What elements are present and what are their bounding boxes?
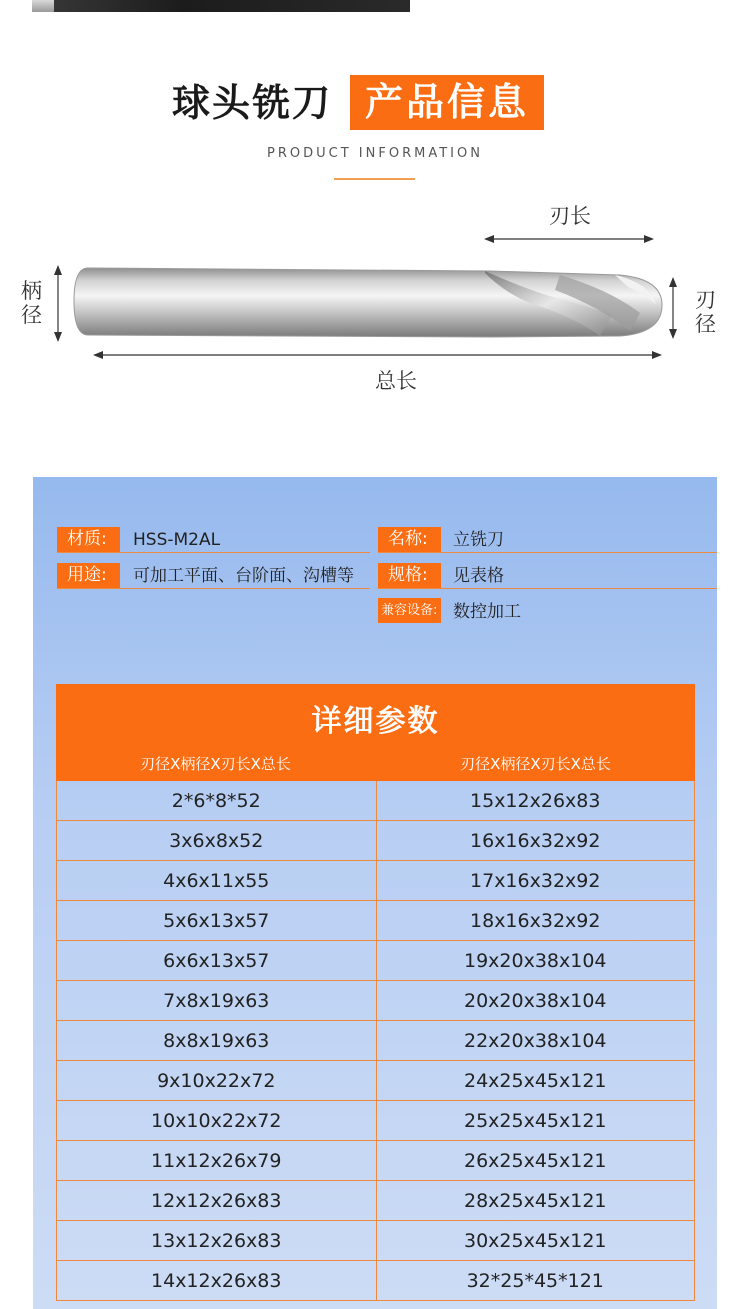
- table-cell-left: 6x6x13x57: [56, 941, 376, 981]
- table-cell-right: 17x16x32x92: [376, 861, 696, 901]
- table-cell-right: 26x25x45x121: [376, 1141, 696, 1181]
- table-row: [56, 1101, 695, 1141]
- title-highlight-text: 产品信息: [364, 80, 529, 124]
- table-cell-right: 25x25x45x121: [376, 1101, 696, 1141]
- table-cell-left: 11x12x26x79: [56, 1141, 376, 1181]
- table-cell-left: 8x8x19x63: [56, 1021, 376, 1061]
- compat-tag: 兼容设备:: [378, 598, 441, 623]
- table-row: [56, 781, 695, 821]
- table-row: [56, 1141, 695, 1181]
- subtitle-divider: [334, 178, 415, 180]
- table-cell-left: 5x6x13x57: [56, 901, 376, 941]
- use-value: 可加工平面、台阶面、沟槽等: [133, 566, 354, 586]
- title-highlight-box: [350, 75, 544, 130]
- spec-value: 见表格: [453, 566, 504, 586]
- table-row: [56, 1021, 695, 1061]
- material-underline: [57, 552, 370, 553]
- title-product-name: 球头铣刀: [172, 81, 333, 125]
- table-cell-left: 12x12x26x83: [56, 1181, 376, 1221]
- section-title: [0, 75, 750, 131]
- name-underline: [378, 552, 717, 553]
- table-cell-right: 22x20x38x104: [376, 1021, 696, 1061]
- table-cell-right: 28x25x45x121: [376, 1181, 696, 1221]
- table-header: [56, 684, 695, 781]
- name-value: 立铣刀: [453, 530, 504, 550]
- blade-length-arrow: [484, 235, 654, 243]
- compat-value: 数控加工: [453, 602, 521, 622]
- table-cell-left: 7x8x19x63: [56, 981, 376, 1021]
- table-row: [56, 1261, 695, 1301]
- table-cell-left: 14x12x26x83: [56, 1261, 376, 1301]
- table-cell-left: 13x12x26x83: [56, 1221, 376, 1261]
- table-row: [56, 1181, 695, 1221]
- column-header-right: 刃径X柄径X刃长X总长: [460, 755, 611, 773]
- spec-underline: [378, 588, 717, 589]
- top-product-image-fragment: [32, 0, 410, 12]
- table-cell-left: 3x6x8x52: [56, 821, 376, 861]
- column-header-left: 刃径X柄径X刃长X总长: [140, 755, 291, 773]
- table-cell-left: 2*6*8*52: [56, 781, 376, 821]
- table-cell-right: 15x12x26x83: [376, 781, 696, 821]
- table-row: [56, 981, 695, 1021]
- table-cell-right: 19x20x38x104: [376, 941, 696, 981]
- use-tag: 用途:: [57, 563, 120, 588]
- name-tag: 名称:: [378, 527, 441, 552]
- table-cell-right: 20x20x38x104: [376, 981, 696, 1021]
- table-cell-left: 9x10x22x72: [56, 1061, 376, 1101]
- table-cell-right: 30x25x45x121: [376, 1221, 696, 1261]
- material-tag: 材质:: [57, 527, 120, 552]
- table-cell-right: 24x25x45x121: [376, 1061, 696, 1101]
- table-row: [56, 941, 695, 981]
- table-row: [56, 1221, 695, 1261]
- spec-table: [56, 684, 695, 1301]
- table-row: [56, 861, 695, 901]
- label-total-length: 总长: [375, 369, 417, 393]
- table-cell-right: 16x16x32x92: [376, 821, 696, 861]
- shank-diameter-arrow: [54, 265, 62, 342]
- table-cell-right: 18x16x32x92: [376, 901, 696, 941]
- table-row: [56, 1061, 695, 1101]
- table-title: 详细参数: [311, 704, 440, 739]
- table-body: [56, 781, 695, 1301]
- blade-diameter-arrow: [669, 277, 677, 339]
- label-shank-diameter: 柄 径: [21, 279, 42, 327]
- label-blade-diameter: 刃 径: [695, 288, 716, 336]
- table-cell-left: 10x10x22x72: [56, 1101, 376, 1141]
- total-length-arrow: [93, 351, 662, 359]
- label-blade-length: 刃长: [549, 204, 591, 228]
- table-cell-right: 32*25*45*121: [376, 1261, 696, 1301]
- table-row: [56, 821, 695, 861]
- table-row: [56, 901, 695, 941]
- end-mill-body: [74, 268, 662, 337]
- spec-tag: 规格:: [378, 563, 441, 588]
- section-subtitle: PRODUCT INFORMATION: [267, 146, 483, 161]
- tool-dimension-diagram: [0, 195, 750, 405]
- material-value: HSS-M2AL: [133, 530, 221, 550]
- use-underline: [57, 588, 370, 589]
- table-cell-left: 4x6x11x55: [56, 861, 376, 901]
